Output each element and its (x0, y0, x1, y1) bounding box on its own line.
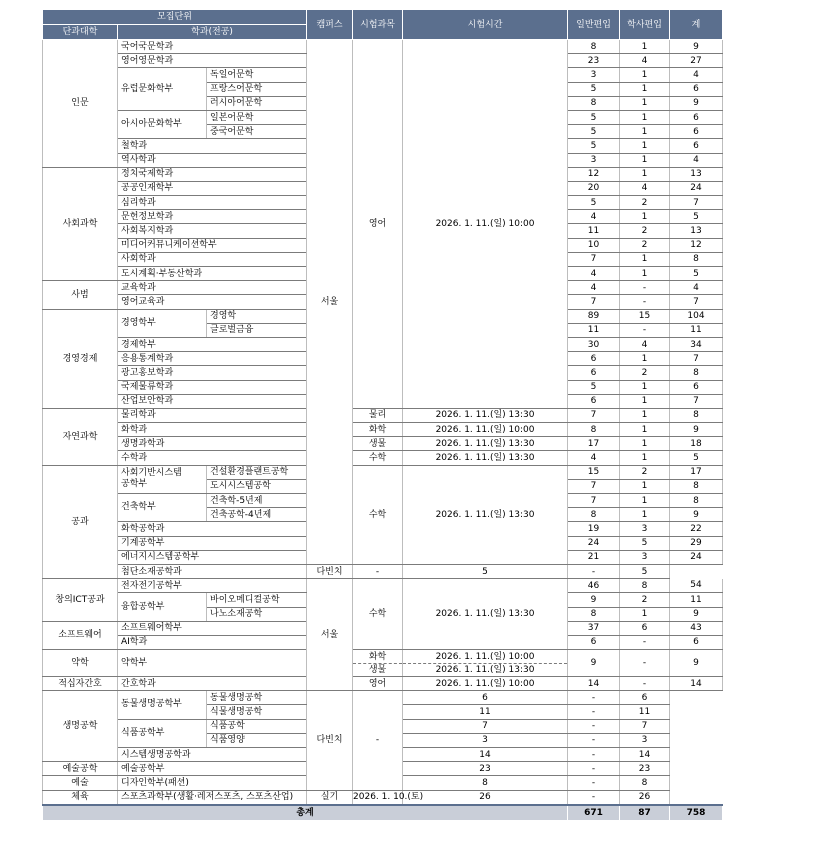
general-count: 3 (568, 153, 620, 167)
dept-cell: 국어국문학과 (118, 40, 307, 54)
college-cell: 창의ICT공과 (43, 579, 118, 622)
table-row (43, 437, 723, 451)
dept-cell: 시스템생명공학과 (118, 748, 307, 762)
total-count: 4 (670, 153, 723, 167)
college-cell: 경영경제 (43, 309, 118, 408)
total-count: 8 (670, 494, 723, 508)
general-count: 6 (568, 635, 620, 649)
total-count: 7 (670, 295, 723, 309)
dept-cell: 광고홍보학과 (118, 366, 307, 380)
college-cell: 자연과학 (43, 408, 118, 465)
bachelor-count: 1 (620, 479, 670, 493)
bachelor-count: - (568, 691, 620, 705)
general-count: 4 (568, 281, 620, 295)
bachelor-count: 4 (620, 181, 670, 195)
bachelor-count: 2 (620, 238, 670, 252)
bachelor-count: 15 (620, 309, 670, 323)
bachelor-count: - (620, 281, 670, 295)
college-cell: 사회과학 (43, 167, 118, 281)
major-cell: 중국어문학 (207, 125, 307, 139)
bachelor-count: - (568, 719, 620, 733)
table-row (43, 790, 723, 805)
total-count: 6 (670, 110, 723, 124)
general-count: 6 (568, 366, 620, 380)
bachelor-count: - (568, 776, 620, 790)
table-body (43, 40, 723, 805)
general-count: 5 (568, 139, 620, 153)
total-count: 6 (670, 635, 723, 649)
dept-cell: 교육학과 (118, 281, 307, 295)
dept-cell: 미디어커뮤니케이션학부 (118, 238, 307, 252)
bachelor-count: 2 (620, 196, 670, 210)
subject-top: 화학 (353, 651, 402, 664)
bachelor-count: 3 (620, 550, 670, 564)
dept-cell: 화학과 (118, 423, 307, 437)
general-count: 20 (568, 181, 620, 195)
total-count: 9 (670, 96, 723, 110)
dept-cell: 산업보안학과 (118, 394, 307, 408)
header-dept: 학과(전공) (118, 25, 307, 40)
dept-cell: 정치국제학과 (118, 167, 307, 181)
bachelor-count: 1 (620, 267, 670, 281)
general-count: 8 (568, 607, 620, 621)
general-count: 30 (568, 337, 620, 351)
total-count: 5 (670, 451, 723, 465)
total-count: 7 (670, 196, 723, 210)
dept-cell: 에너지시스템공학부 (118, 550, 307, 564)
general-count: 24 (568, 536, 620, 550)
general-count: 14 (403, 748, 568, 762)
bachelor-count: 4 (620, 54, 670, 68)
bachelor-count: 1 (620, 96, 670, 110)
bachelor-count: 5 (620, 536, 670, 550)
bachelor-count: 1 (620, 153, 670, 167)
general-count: 12 (568, 167, 620, 181)
college-cell: 적십자간호 (43, 677, 118, 691)
total-count: 11 (670, 593, 723, 607)
general-count: 17 (568, 437, 620, 451)
dept-cell: 첨단소재공학과 (118, 564, 307, 578)
header-unit: 모집단위 (43, 10, 307, 25)
dept-cell: 사회학과 (118, 252, 307, 266)
general-count: 6 (568, 352, 620, 366)
major-cell: 프랑스어문학 (207, 82, 307, 96)
general-count: 4 (568, 451, 620, 465)
general-count: 7 (568, 494, 620, 508)
general-count: 5 (568, 82, 620, 96)
bachelor-count: 1 (620, 252, 670, 266)
bachelor-count: - (620, 650, 670, 677)
subject-bottom: 생물 (368, 664, 387, 675)
dept-cell: AI학과 (118, 635, 307, 649)
bachelor-count: - (568, 762, 620, 776)
bachelor-count: 1 (620, 494, 670, 508)
dept-cell: 전자전기공학부 (118, 579, 307, 593)
major-cell: 식품공학 (207, 719, 307, 733)
general-count: 8 (568, 508, 620, 522)
table-row (43, 451, 723, 465)
total-count: 11 (670, 323, 723, 337)
general-count: 7 (403, 719, 568, 733)
total-count: 7 (670, 394, 723, 408)
college-cell: 체육 (43, 790, 118, 805)
header-college: 단과대학 (43, 25, 118, 40)
total-count: 8 (670, 366, 723, 380)
campus-cell: 다빈치 (307, 564, 353, 578)
dept-cell: 간호학과 (118, 677, 307, 691)
bachelor-count: - (568, 790, 620, 805)
total-count: 13 (670, 167, 723, 181)
major-cell: 러시아어문학 (207, 96, 307, 110)
college-cell: 공과 (43, 465, 118, 579)
total-count: 9 (670, 508, 723, 522)
dept-cell: 동물생명공학부 (118, 691, 207, 719)
time-cell: 2026. 1. 11.(일) 13:30 (403, 465, 568, 564)
time-cell: - (353, 564, 403, 578)
bachelor-count: - (620, 677, 670, 691)
time-cell: 2026. 1. 11.(일) 13:30 (403, 579, 568, 650)
total-count: 5 (620, 564, 670, 578)
bachelor-count: 1 (620, 210, 670, 224)
general-count: 4 (568, 267, 620, 281)
bachelor-count: 1 (620, 352, 670, 366)
general-count: 10 (568, 238, 620, 252)
general-count: 8 (568, 96, 620, 110)
general-count: 7 (568, 252, 620, 266)
bachelor-count: 1 (620, 125, 670, 139)
general-count: 26 (403, 790, 568, 805)
bachelor-count: 1 (620, 394, 670, 408)
major-cell: 식물생명공학 (207, 705, 307, 719)
dept-cell: 철학과 (118, 139, 307, 153)
table-row (43, 677, 723, 691)
dept-cell: 국제물류학과 (118, 380, 307, 394)
subject-cell: 수학 (353, 451, 403, 465)
subject-cell: 생물 (353, 437, 403, 451)
header-general: 일반편입 (568, 10, 620, 40)
dept-cell: 영어영문학과 (118, 54, 307, 68)
bachelor-count: - (568, 748, 620, 762)
bachelor-count: - (620, 295, 670, 309)
total-count: 23 (620, 762, 670, 776)
total-count: 8 (670, 479, 723, 493)
total-bachelor: 87 (620, 805, 670, 821)
bachelor-count: - (568, 733, 620, 747)
dept-cell: 디자인학부(패션) (118, 776, 307, 790)
general-count: 5 (568, 125, 620, 139)
subject-cell: 영어 (353, 40, 403, 409)
general-count: 89 (568, 309, 620, 323)
bachelor-count: - (620, 635, 670, 649)
time-cell: 2026. 1. 11.(일) 10:00 (403, 423, 568, 437)
subject-cell: 수학 (353, 465, 403, 564)
bachelor-count: 1 (620, 423, 670, 437)
bachelor-count: - (620, 323, 670, 337)
total-count: 8 (620, 776, 670, 790)
bachelor-count: 1 (620, 68, 670, 82)
college-cell: 생명공학 (43, 691, 118, 762)
bachelor-count: 8 (620, 579, 670, 593)
dept-cell: 유럽문화학부 (118, 68, 207, 111)
general-count: 5 (403, 564, 568, 578)
major-cell: 건축학-5년제 (207, 494, 307, 508)
total-count: 7 (620, 719, 670, 733)
total-count: 24 (670, 181, 723, 195)
bachelor-count: 2 (620, 224, 670, 238)
bachelor-count: - (568, 564, 620, 578)
bachelor-count: 6 (620, 621, 670, 635)
general-count: 21 (568, 550, 620, 564)
dept-cell: 역사학과 (118, 153, 307, 167)
bachelor-count: 1 (620, 408, 670, 422)
table-row (43, 650, 723, 677)
dept-cell: 경영학부 (118, 309, 207, 337)
bachelor-count: 1 (620, 139, 670, 153)
total-row (43, 805, 723, 821)
general-count: 6 (568, 394, 620, 408)
general-count: 8 (568, 40, 620, 54)
dept-cell: 기계공학부 (118, 536, 307, 550)
dept-cell: 문헌정보학과 (118, 210, 307, 224)
total-count: 4 (670, 281, 723, 295)
major-cell: 건설환경플랜트공학 (207, 465, 307, 479)
general-count: 7 (568, 408, 620, 422)
general-count: 8 (568, 423, 620, 437)
dept-cell: 식품공학부 (118, 719, 207, 747)
total-count: 5 (670, 267, 723, 281)
admission-table (42, 9, 723, 821)
dept-cell: 약학부 (118, 650, 307, 677)
bachelor-count: 1 (620, 437, 670, 451)
general-count: 9 (568, 650, 620, 677)
subject-cell: 영어 (353, 677, 403, 691)
subject-cell (353, 650, 403, 677)
total-count: 17 (670, 465, 723, 479)
dept-cell: 응용통계학과 (118, 352, 307, 366)
bachelor-count: 1 (620, 110, 670, 124)
campus-cell: 서울 (307, 40, 353, 565)
general-count: 11 (568, 224, 620, 238)
total-count: 8 (670, 408, 723, 422)
general-count: 46 (568, 579, 620, 593)
table-row (43, 691, 723, 705)
table-row (43, 423, 723, 437)
table-row (43, 408, 723, 422)
time-cell: 2026. 1. 11.(일) 13:30 (403, 451, 568, 465)
dept-cell: 사회기반시스템 공학부 (118, 465, 207, 493)
dept-cell: 공공인재학부 (118, 181, 307, 195)
dept-cell: 스포츠과학부(생활·레저스포츠, 스포츠산업) (118, 790, 307, 805)
total-count: 24 (670, 550, 723, 564)
total-general: 671 (568, 805, 620, 821)
major-cell: 독일어문학 (207, 68, 307, 82)
total-count: 29 (670, 536, 723, 550)
general-count: 7 (568, 479, 620, 493)
table-row (43, 564, 723, 578)
total-count: 6 (670, 139, 723, 153)
bachelor-count: - (568, 705, 620, 719)
bachelor-count: 1 (620, 451, 670, 465)
general-count: 4 (568, 210, 620, 224)
major-cell: 나노소재공학 (207, 607, 307, 621)
total-count: 4 (670, 68, 723, 82)
general-count: 6 (403, 691, 568, 705)
total-count: 8 (670, 252, 723, 266)
dept-cell: 도시계획·부동산학과 (118, 267, 307, 281)
dept-cell: 사회복지학과 (118, 224, 307, 238)
general-count: 23 (568, 54, 620, 68)
bachelor-count: 2 (620, 593, 670, 607)
total-count: 9 (670, 607, 723, 621)
total-count: 6 (670, 380, 723, 394)
major-cell: 경영학 (207, 309, 307, 323)
time-cell: 2026. 1. 11.(일) 13:30 (403, 437, 568, 451)
total-count: 7 (670, 352, 723, 366)
total-count: 34 (670, 337, 723, 351)
subject-cell: 물리 (353, 408, 403, 422)
total-count: 104 (670, 309, 723, 323)
total-count: 9 (670, 40, 723, 54)
dept-cell: 심리학과 (118, 196, 307, 210)
dept-cell: 아시아문화학부 (118, 110, 207, 138)
total-count: 14 (620, 748, 670, 762)
time-bottom: 2026. 1. 11.(일) 13:30 (435, 664, 535, 675)
header-total: 계 (670, 10, 723, 40)
bachelor-count: 1 (620, 607, 670, 621)
dept-cell: 생명과학과 (118, 437, 307, 451)
time-cell: 2026. 1. 11.(일) 10:00 (403, 677, 568, 691)
major-cell: 동물생명공학 (207, 691, 307, 705)
bachelor-count: 2 (620, 366, 670, 380)
bachelor-count: 1 (620, 167, 670, 181)
total-count: 9 (670, 650, 723, 677)
major-cell: 바이오메디컬공학 (207, 593, 307, 607)
total-count: 6 (670, 125, 723, 139)
general-count: 9 (568, 593, 620, 607)
bachelor-count: 2 (620, 465, 670, 479)
bachelor-count: 4 (620, 337, 670, 351)
general-count: 5 (568, 196, 620, 210)
table-row (43, 40, 723, 54)
college-cell: 사범 (43, 281, 118, 309)
time-top: 2026. 1. 11.(일) 10:00 (403, 651, 567, 664)
major-cell: 건축공학-4년제 (207, 508, 307, 522)
time-cell: 2026. 1. 10.(토) (353, 790, 403, 805)
header-bachelor: 학사편입 (620, 10, 670, 40)
time-cell: - (353, 691, 403, 790)
total-count: 6 (620, 691, 670, 705)
bachelor-count: 1 (620, 40, 670, 54)
total-count: 6 (670, 82, 723, 96)
campus-cell: 다빈치 (307, 691, 353, 790)
bachelor-count: 3 (620, 522, 670, 536)
total-sum: 758 (670, 805, 723, 821)
major-cell: 식품영양 (207, 733, 307, 747)
time-cell: 2026. 1. 11.(일) 13:30 (403, 408, 568, 422)
total-count: 14 (670, 677, 723, 691)
bachelor-count: 1 (620, 508, 670, 522)
major-cell: 일본어문학 (207, 110, 307, 124)
time-cell (403, 650, 568, 677)
total-count: 54 (670, 579, 723, 593)
major-cell: 도시시스템공학 (207, 479, 307, 493)
table-row (43, 579, 723, 593)
dept-cell: 수학과 (118, 451, 307, 465)
subject-cell: 화학 (353, 423, 403, 437)
dept-cell: 경제학부 (118, 337, 307, 351)
general-count: 5 (568, 380, 620, 394)
total-count: 12 (670, 238, 723, 252)
general-count: 3 (568, 68, 620, 82)
table-row (43, 465, 723, 479)
total-label: 총계 (43, 805, 568, 821)
general-count: 14 (568, 677, 620, 691)
general-count: 23 (403, 762, 568, 776)
dept-cell: 융합공학부 (118, 593, 207, 621)
subject-cell: 수학 (353, 579, 403, 650)
general-count: 5 (568, 110, 620, 124)
general-count: 19 (568, 522, 620, 536)
dept-cell: 예술공학부 (118, 762, 307, 776)
total-count: 13 (670, 224, 723, 238)
dept-cell: 소프트웨어학부 (118, 621, 307, 635)
total-count: 18 (670, 437, 723, 451)
header-time: 시험시간 (403, 10, 568, 40)
general-count: 7 (568, 295, 620, 309)
major-cell: 글로벌금융 (207, 323, 307, 337)
general-count: 11 (403, 705, 568, 719)
subject-cell: 실기 (307, 790, 353, 805)
campus-cell: 서울 (307, 579, 353, 691)
dept-cell: 건축학부 (118, 494, 207, 522)
bachelor-count: 1 (620, 82, 670, 96)
general-count: 37 (568, 621, 620, 635)
total-count: 43 (670, 621, 723, 635)
college-cell: 예술공학 (43, 762, 118, 776)
total-count: 26 (620, 790, 670, 805)
bachelor-count: 1 (620, 380, 670, 394)
total-count: 3 (620, 733, 670, 747)
dept-cell: 물리학과 (118, 408, 307, 422)
college-cell: 소프트웨어 (43, 621, 118, 649)
general-count: 3 (403, 733, 568, 747)
college-cell: 인문 (43, 40, 118, 168)
general-count: 11 (568, 323, 620, 337)
dept-cell: 화학공학과 (118, 522, 307, 536)
header-campus: 캠퍼스 (307, 10, 353, 40)
college-cell: 약학 (43, 650, 118, 677)
general-count: 8 (403, 776, 568, 790)
general-count: 15 (568, 465, 620, 479)
college-cell: 예술 (43, 776, 118, 790)
total-count: 9 (670, 423, 723, 437)
total-count: 5 (670, 210, 723, 224)
total-count: 11 (620, 705, 670, 719)
time-cell: 2026. 1. 11.(일) 10:00 (403, 40, 568, 409)
total-count: 27 (670, 54, 723, 68)
dept-cell: 영어교육과 (118, 295, 307, 309)
total-count: 22 (670, 522, 723, 536)
header-subject: 시험과목 (353, 10, 403, 40)
